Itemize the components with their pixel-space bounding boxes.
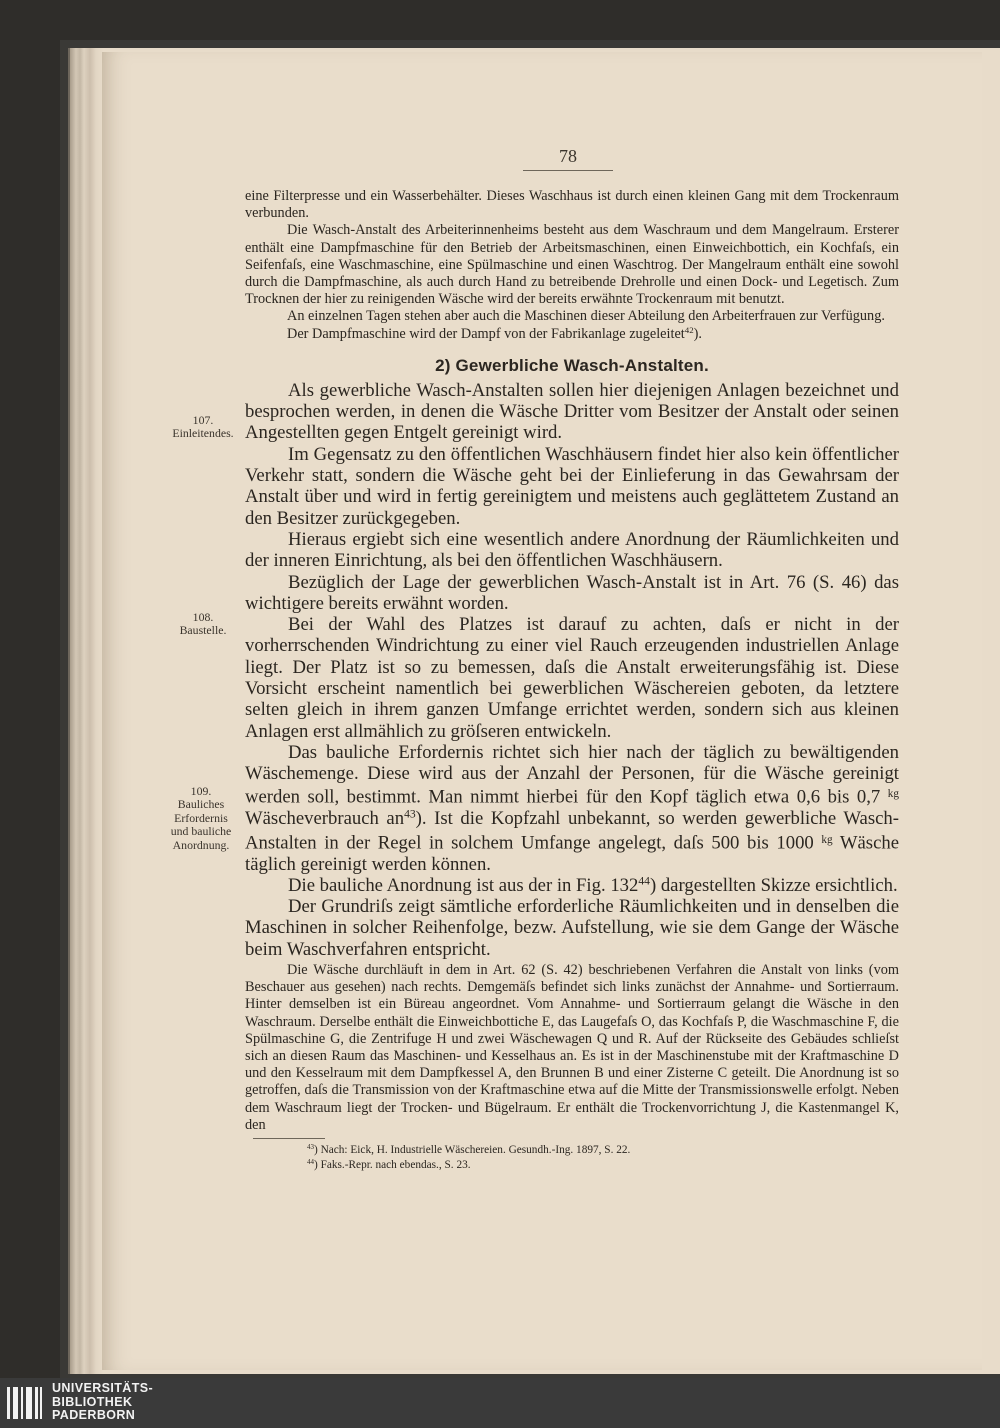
unit-kg: kg <box>887 788 900 801</box>
page-content <box>245 188 899 1172</box>
body-paragraph: Hieraus ergiebt sich eine wesentlich andere Anordnung der Räumlichkeiten und der inneren Einrichtung, als bei den öffentlichen Waschhäusern. <box>245 528 899 572</box>
logo-line: PADERBORN <box>52 1408 136 1423</box>
text-run: ). Ist die Kopfzahl unbekannt, so werden gewerbliche Wasch-Anstalten in der Regel in solchem Umfange angelegt, daſs 500 bis 1000 <box>245 808 899 854</box>
library-logo-icon <box>6 1384 44 1422</box>
footnote-ref: 44 <box>638 874 650 888</box>
footnote-ref: 42 <box>684 324 694 335</box>
footnote-rule <box>253 1138 325 1139</box>
body-paragraph: Bei der Wahl des Platzes ist darauf zu achten, daſs er nicht in der vorherrschenden Windrichtung zu einer viel Rauch erzeugenden industriellen Anlage liegt. Der Platz ist so zu bemessen, daſs die Anstalt erweiterungsfähig ist. Diese Vorsicht erscheint namentlich bei gewerblichen Wäschereien geboten, da letztere selten gleich in ihrem ganzen Umfange errichtet werden, sondern sich aus kleinen Anlagen erst allmählich zu gröſseren entwickeln. <box>245 614 899 742</box>
unit-kg: kg <box>821 833 833 846</box>
intro-paragraph: Die Wasch-Anstalt des Arbeiterinnenheims besteht aus dem Waschraum und dem Mangelraum. Ersterer enthält eine Dampfmaschine für den Betrieb der Arbeitsmaschinen, einen Einweichbottich, ein Kochfaſs, ein Seifenfaſs, eine Waschmaschine, eine Spülmaschine und einen Waschtrog. Der Mangelraum enthält eine sowohl durch die Dampfmaschine, als auch durch Hand zu betreibende Drehrolle und einen Dock- und Legetisch. Zum Trocknen der hier zu reinigenden Wäsche wird der bereits erwähnte Trockenraum mit benutzt. <box>245 222 899 308</box>
body-paragraph: Bezüglich der Lage der gewerblichen Wasch-Anstalt ist in Art. 76 (S. 46) das wichtigere bereits erwähnt worden. <box>245 571 899 614</box>
body-paragraph: Der Grundriſs zeigt sämtliche erforderliche Räumlichkeiten und in denselben die Maschinen in solcher Reihenfolge, bezw. Aufstellung, wie sie dem Gange der Wäsche beim Waschverfahren entspricht. <box>245 896 899 960</box>
footnote-text: Faks.-Repr. nach ebendas., S. 23. <box>320 1158 471 1171</box>
footnote-number: 43 <box>307 1143 314 1152</box>
body-paragraph: Als gewerbliche Wasch-Anstalten sollen hier diejenigen Anlagen bezeichnet und besprochen werden, in denen die Wäsche Dritter vom Besitzer der Anstalt oder seinen Angestellten gegen Entgelt gereinigt wird. <box>245 379 899 444</box>
body-paragraph <box>245 875 899 896</box>
text-run: Das bauliche Erfordernis richtet sich hier nach der täglich zu bewältigenden Wäschemenge. Diese wird aus der Anzahl der Personen, für die Wäsche gereinigt werden soll, bestimmt. Man nimmt hierbei für den Kopf täglich etwa 0,6 bis 0,7 <box>245 741 899 809</box>
intro-paragraph: An einzelnen Tagen stehen aber auch die Maschinen dieser Abteilung den Arbeiterfrauen zur Verfügung. <box>287 308 885 325</box>
margin-note-108 <box>165 611 241 638</box>
margin-note-title: Bauliches Erfordernis und bauliche Anordnung. <box>170 797 232 852</box>
body-paragraph: Im Gegensatz zu den öffentlichen Waschhäusern findet hier also kein öffentlicher Verkehr statt, sondern die Wäsche geht bei der Einlieferung in das Gewahrsam der Anstalt über und wird in fertig gereinigtem und meistens auch geglättetem Zustand an den Besitzer zurückgegeben. <box>245 443 899 529</box>
small-paragraph: Die Wäsche durchläuft in dem in Art. 62 (S. 42) beschriebenen Verfahren die Anstalt von links (vom Beschauer aus gesehen) nach rechts. Demgemäſs befindet sich links zunächst der Annahme- und Sortierraum. Hinter demselben ist ein Büreau angeordnet. Vom Annahme- und Sortierraum gelangt die Wäsche in den Waschraum. Derselbe enthält die Einweichbottiche E, das Laugefaſs O, das Kochfaſs P, die Waschmaschine F, die Spülmaschine G, die Zentrifuge H und zwei Wäschewagen Q und R. Auf der Rückseite des Gebäudes schlieſst sich an diesen Raum das Maschinen- und Kesselhaus an. Es ist in der Maschinenstube mit der Kraftmaschine D und den Kesselraum mit dem Dampfkessel A, den Brunnen B und einer Zisterne C geteilt. Die Anordnung ist so getroffen, daſs die Transmission von der Kraftmaschine etwa auf die Mitte der Transmissionswelle erfolgt. Neben dem Waschraum liegt der Trocken- und Bügelraum. Er enthält die Trockenvorrichtung J, die Kastenmangel K, den <box>245 962 899 1133</box>
library-logo-text <box>52 1382 153 1423</box>
page-number-rule <box>523 170 613 171</box>
footnote: $^{43}$) Nach: Eick, H. Industrielle Wäschereien. Gesundh.-Ing. 1897, S. 22. <box>307 1143 631 1157</box>
margin-note-109 <box>165 785 237 852</box>
margin-note-title: Baustelle. <box>179 623 227 638</box>
logo-line: UNIVERSITÄTS- <box>52 1381 154 1395</box>
library-footer <box>0 1378 1000 1428</box>
intro-paragraph: eine Filterpresse und ein Wasserbehälter. Dieses Waschhaus ist durch einen kleinen Gang mit dem Trockenraum verbunden. <box>245 188 899 222</box>
footnote-number: 44 <box>307 1157 314 1166</box>
intro-paragraph-last <box>245 326 899 343</box>
text-run: Die bauliche Anordnung ist aus der in Fig. 132 <box>288 874 639 896</box>
section-heading: 2) Gewerbliche Wasch-Anstalten. <box>435 355 709 375</box>
margin-note-number: 109. <box>190 784 212 798</box>
margin-note-title: Einleitendes. <box>172 426 234 441</box>
footnote: $^{44}$) Faks.-Repr. nach ebendas., S. 23. <box>307 1157 471 1171</box>
margin-note-number: 107. <box>192 413 214 427</box>
text-run: Wäsche täglich gereinigt werden können. <box>245 832 899 875</box>
footnote-text: Nach: Eick, H. Industrielle Wäschereien. Gesundh.-Ing. 1897, S. 22. <box>320 1144 631 1157</box>
intro-tail: ). <box>693 325 702 342</box>
margin-note-number: 108. <box>192 610 214 624</box>
text-run: Wäscheverbrauch an <box>245 808 405 830</box>
logo-line: BIBLIOTHEK <box>52 1394 133 1409</box>
body-paragraph <box>245 742 899 875</box>
footnote-ref: 43 <box>404 808 416 821</box>
intro-text: Der Dampfmaschine wird der Dampf von der Fabrikanlage zugeleitet <box>287 325 685 342</box>
margin-note-107 <box>165 414 241 441</box>
page-number: 78 <box>559 146 577 166</box>
text-run: ) dargestellten Skizze ersichtlich. <box>649 874 898 896</box>
